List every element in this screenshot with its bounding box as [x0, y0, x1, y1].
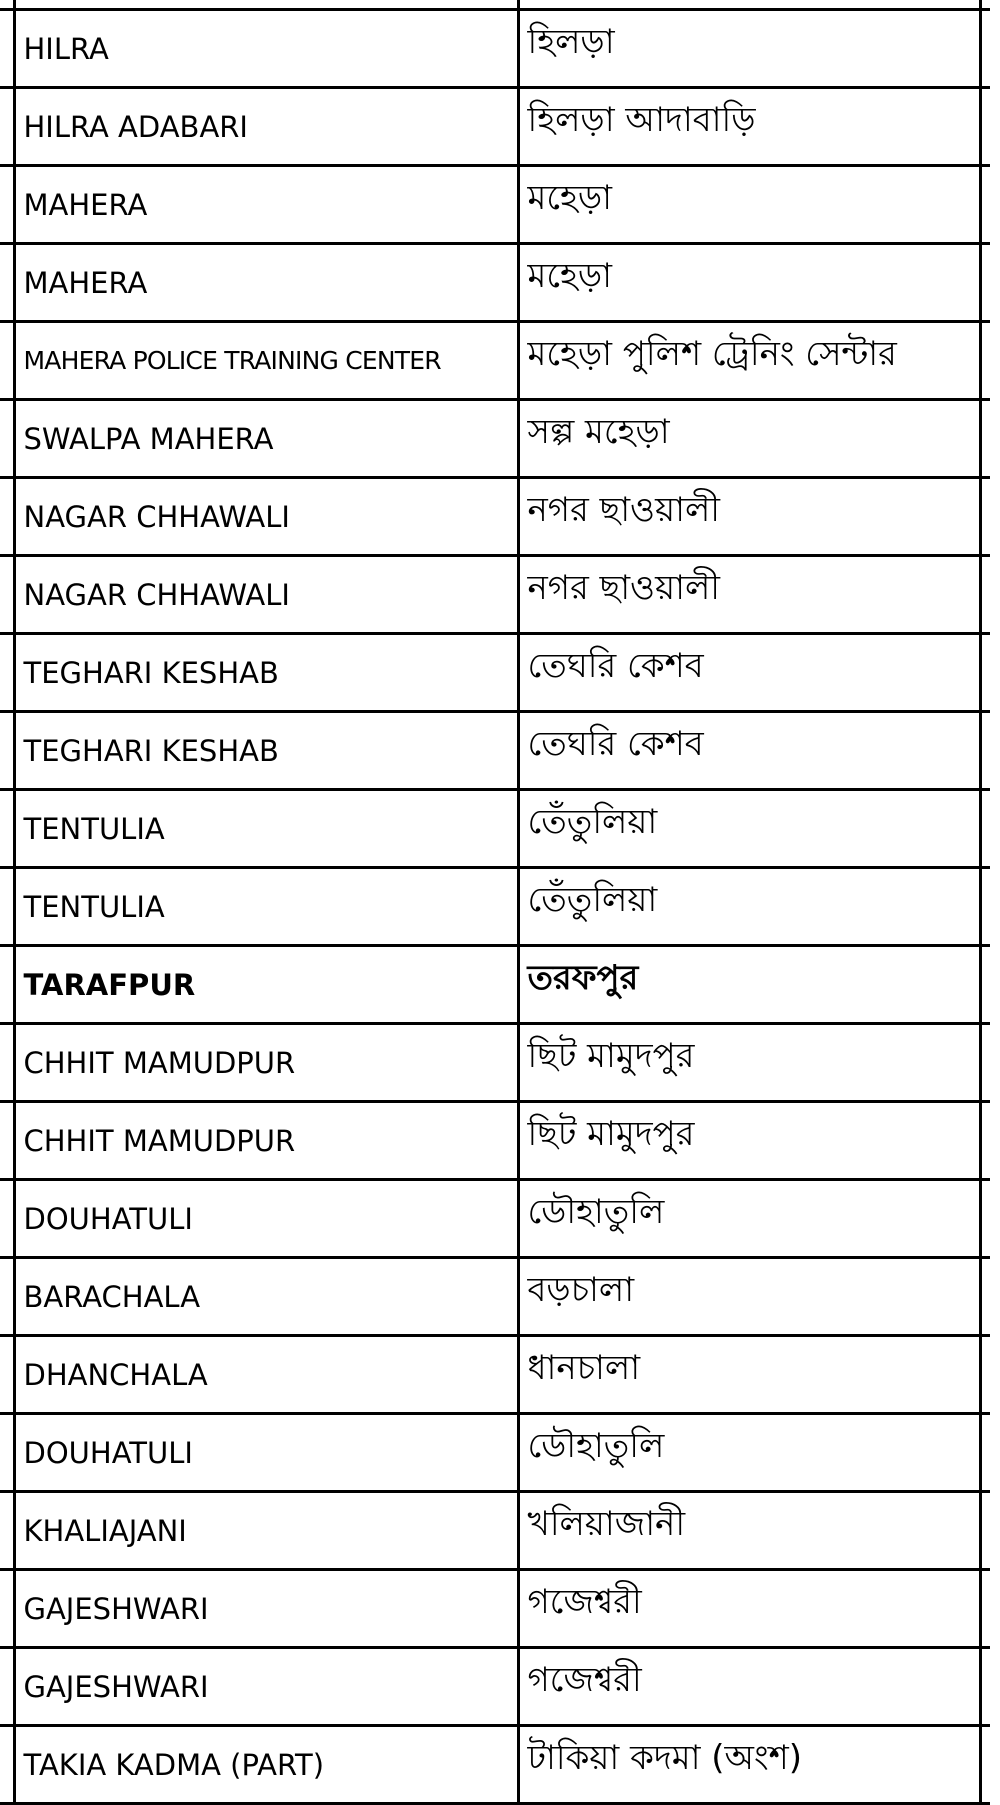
stub-cell [0, 400, 14, 478]
english-name-cell: HILRA [14, 10, 518, 88]
tail-cell [980, 1726, 990, 1804]
table-row [0, 556, 990, 634]
stub-cell [0, 1726, 14, 1804]
tail-cell [980, 10, 990, 88]
table-row [0, 946, 990, 1024]
tail-cell [980, 244, 990, 322]
table-row [0, 88, 990, 166]
table-row [0, 1726, 990, 1804]
english-name-cell: NAGAR CHHAWALI [14, 478, 518, 556]
stub-cell [0, 1570, 14, 1648]
tail-cell [980, 712, 990, 790]
english-name-cell: SWALPA MAHERA [14, 400, 518, 478]
bengali-name-cell: ডৌহাতুলি [518, 1180, 980, 1258]
bengali-name-cell: ধানচালা [518, 1336, 980, 1414]
tail-cell [980, 1414, 990, 1492]
table-row [0, 166, 990, 244]
tail-cell [980, 556, 990, 634]
table-row [0, 1414, 990, 1492]
table-row [0, 1648, 990, 1726]
table-row [0, 868, 990, 946]
bengali-name-cell: হিলড়া আদাবাড়ি [518, 88, 980, 166]
english-name-cell: TENTULIA [14, 868, 518, 946]
stub-cell [0, 1648, 14, 1726]
stub-cell [0, 946, 14, 1024]
table-row [0, 790, 990, 868]
table-row-partial-top [0, 0, 990, 10]
stub-cell [0, 634, 14, 712]
bengali-name-cell: তেঘরি কেশব [518, 634, 980, 712]
bengali-name-cell: বড়চালা [518, 1258, 980, 1336]
tail-cell [980, 946, 990, 1024]
bengali-name-cell: টাকিয়া কদমা (অংশ) [518, 1726, 980, 1804]
table-row [0, 400, 990, 478]
tail-cell [980, 1180, 990, 1258]
english-name-cell: CHHIT MAMUDPUR [14, 1024, 518, 1102]
stub-cell [0, 1336, 14, 1414]
bengali-name-cell: তেঁতুলিয়া [518, 868, 980, 946]
english-name-cell: DOUHATULI [14, 1180, 518, 1258]
tail-cell [980, 1336, 990, 1414]
english-name-cell: GAJESHWARI [14, 1570, 518, 1648]
stub-cell [0, 790, 14, 868]
tail-cell [980, 1258, 990, 1336]
stub-cell [0, 868, 14, 946]
english-name-cell: TEGHARI KESHAB [14, 712, 518, 790]
tail-cell [980, 1648, 990, 1726]
bengali-name-cell: নগর ছাওয়ালী [518, 556, 980, 634]
tail-cell [980, 400, 990, 478]
bengali-name-cell: নগর ছাওয়ালী [518, 478, 980, 556]
bengali-name-cell: ছিট মামুদপুর [518, 1024, 980, 1102]
tail-cell [980, 868, 990, 946]
bengali-name-cell: তেঁতুলিয়া [518, 790, 980, 868]
bengali-name-cell: সল্প মহেড়া [518, 400, 980, 478]
english-name-cell: BARACHALA [14, 1258, 518, 1336]
bengali-name-cell: তরফপুর [518, 946, 980, 1024]
tail-cell [980, 88, 990, 166]
english-name-cell: MAHERA [14, 166, 518, 244]
english-name-cell: NAGAR CHHAWALI [14, 556, 518, 634]
stub-cell [0, 712, 14, 790]
table-row [0, 1336, 990, 1414]
table-row [0, 1492, 990, 1570]
stub-cell [0, 244, 14, 322]
bengali-name-cell: গজেশ্বরী [518, 1570, 980, 1648]
stub-cell [0, 1414, 14, 1492]
tail-cell [980, 478, 990, 556]
table-row [0, 244, 990, 322]
table-row [0, 10, 990, 88]
table-row [0, 1024, 990, 1102]
table-row [0, 478, 990, 556]
stub-cell [0, 88, 14, 166]
stub-cell [0, 1024, 14, 1102]
bengali-name-cell: মহেড়া [518, 244, 980, 322]
english-name-cell: MAHERA [14, 244, 518, 322]
stub-cell [0, 556, 14, 634]
stub-cell [0, 1492, 14, 1570]
tail-cell [980, 634, 990, 712]
bengali-name-cell: খলিয়াজানী [518, 1492, 980, 1570]
bengali-name-cell: মহেড়া পুলিশ ট্রেনিং সেন্টার [518, 322, 980, 400]
bengali-name-cell [518, 0, 980, 10]
tail-cell [980, 1492, 990, 1570]
english-name-cell: DHANCHALA [14, 1336, 518, 1414]
english-name-cell: TARAFPUR [14, 946, 518, 1024]
bengali-name-cell: ছিট মামুদপুর [518, 1102, 980, 1180]
stub-cell [0, 322, 14, 400]
tail-cell [980, 1570, 990, 1648]
tail-cell [980, 1024, 990, 1102]
stub-cell [0, 478, 14, 556]
bengali-name-cell: গজেশ্বরী [518, 1648, 980, 1726]
table-row [0, 322, 990, 400]
stub-cell [0, 1258, 14, 1336]
english-name-cell: HILRA ADABARI [14, 88, 518, 166]
stub-cell [0, 1180, 14, 1258]
english-name-cell: TAKIA KADMA (PART) [14, 1726, 518, 1804]
english-name-cell: GAJESHWARI [14, 1648, 518, 1726]
english-name-cell: CHHIT MAMUDPUR [14, 1102, 518, 1180]
english-name-cell: TEGHARI KESHAB [14, 634, 518, 712]
tail-cell [980, 0, 990, 10]
bengali-name-cell: মহেড়া [518, 166, 980, 244]
english-name-cell: TENTULIA [14, 790, 518, 868]
tail-cell [980, 322, 990, 400]
table-row [0, 712, 990, 790]
english-name-cell: KHALIAJANI [14, 1492, 518, 1570]
tail-cell [980, 790, 990, 868]
bengali-name-cell: তেঘরি কেশব [518, 712, 980, 790]
bengali-name-cell: হিলড়া [518, 10, 980, 88]
english-name-cell: DOUHATULI [14, 1414, 518, 1492]
table-row [0, 1102, 990, 1180]
stub-cell [0, 10, 14, 88]
english-name-cell: MAHERA POLICE TRAINING CENTER [14, 322, 518, 400]
tail-cell [980, 166, 990, 244]
table-row [0, 1258, 990, 1336]
bengali-name-cell: ডৌহাতুলি [518, 1414, 980, 1492]
table-row [0, 1570, 990, 1648]
table-row [0, 1180, 990, 1258]
stub-cell [0, 166, 14, 244]
english-name-cell [14, 0, 518, 10]
stub-cell [0, 0, 14, 10]
stub-cell [0, 1102, 14, 1180]
tail-cell [980, 1102, 990, 1180]
table-row [0, 634, 990, 712]
